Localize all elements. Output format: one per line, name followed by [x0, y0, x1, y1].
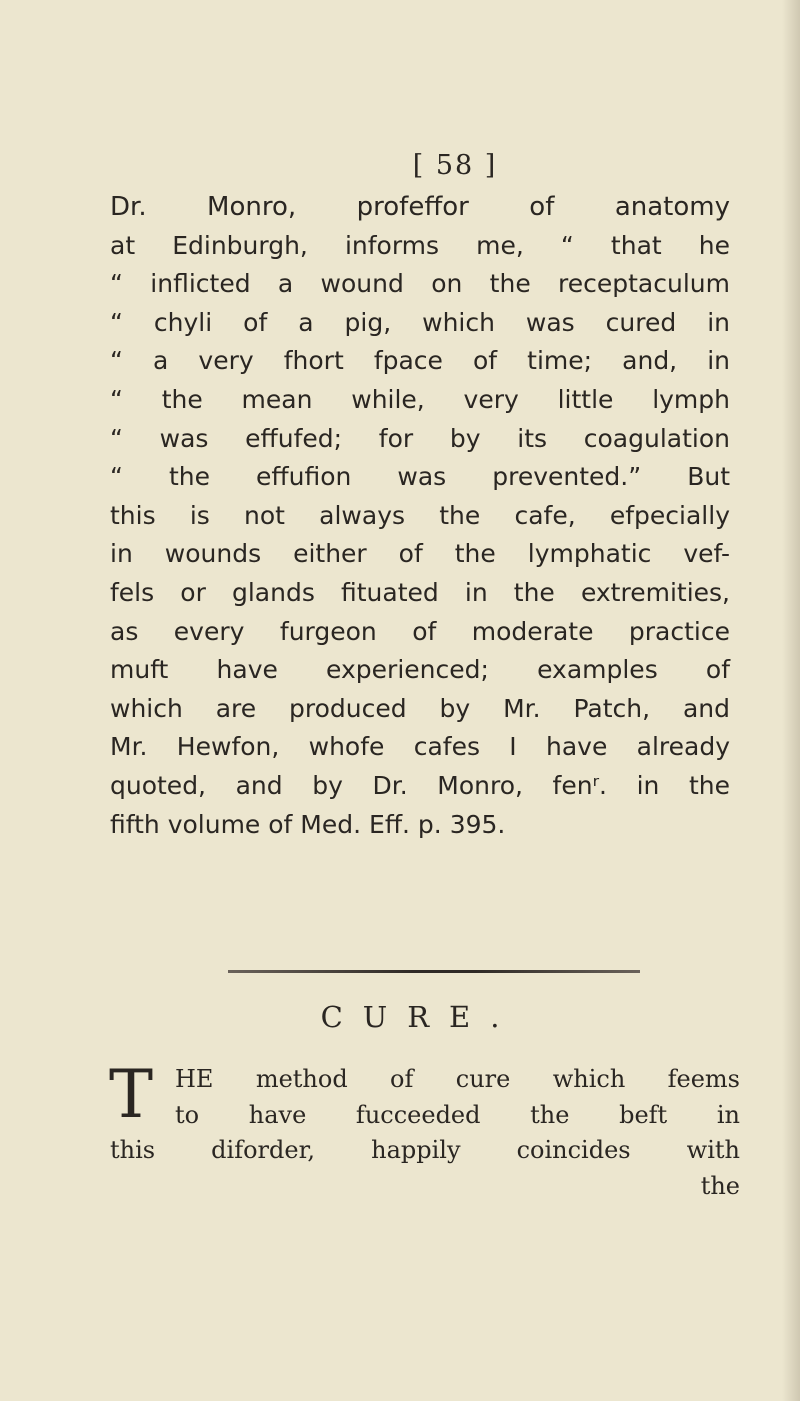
- section-divider: [228, 970, 640, 973]
- text-line: fels or glands fituated in the extremities,: [110, 577, 730, 607]
- text-line: HE method of cure which feems: [175, 1065, 740, 1093]
- text-line: which are produced by Mr. Patch, and: [110, 693, 730, 723]
- text-line: “ was effufed; for by its coagulation: [110, 423, 730, 453]
- text-line: “ the effufion was prevented.” But: [110, 462, 730, 492]
- text-line: in wounds either of the lymphatic vef-: [110, 539, 730, 569]
- paragraph: [110, 188, 730, 844]
- page-number: [ 58 ]: [412, 150, 498, 181]
- text-line: “ the mean while, very little lymph: [110, 384, 730, 414]
- text-line: at Edinburgh, informs me, “ that he: [110, 230, 730, 260]
- text-line: muft have experienced; examples of: [110, 655, 730, 685]
- page-edge-shadow: [782, 0, 800, 1401]
- text-line: “ a very fhort fpace of time; and, in: [110, 346, 730, 376]
- text-line: fifth volume of Med. Eff. p. 395.: [110, 809, 506, 839]
- catchword: the: [700, 1171, 740, 1200]
- text-line: quoted, and by Dr. Monro, fenʳ. in the: [110, 770, 730, 800]
- text-line: Mr. Hewfon, whofe cafes I have already: [110, 732, 730, 762]
- text-line: to have fucceeded the beft in: [175, 1100, 740, 1129]
- drop-cap: T: [109, 1056, 154, 1133]
- section-heading: CURE.: [320, 1000, 520, 1034]
- text-line: “ inflicted a wound on the receptaculum: [110, 269, 730, 299]
- text-line: this is not always the cafe, efpecially: [110, 500, 730, 530]
- text-line: Dr. Monro, profeffor of anatomy: [110, 192, 730, 222]
- text-line: this diforder, happily coincides with: [110, 1136, 740, 1164]
- text-line: “ chyli of a pig, which was cured in: [110, 307, 730, 337]
- cure-paragraph: [109, 1056, 740, 1204]
- text-line: as every furgeon of moderate practice: [110, 616, 730, 646]
